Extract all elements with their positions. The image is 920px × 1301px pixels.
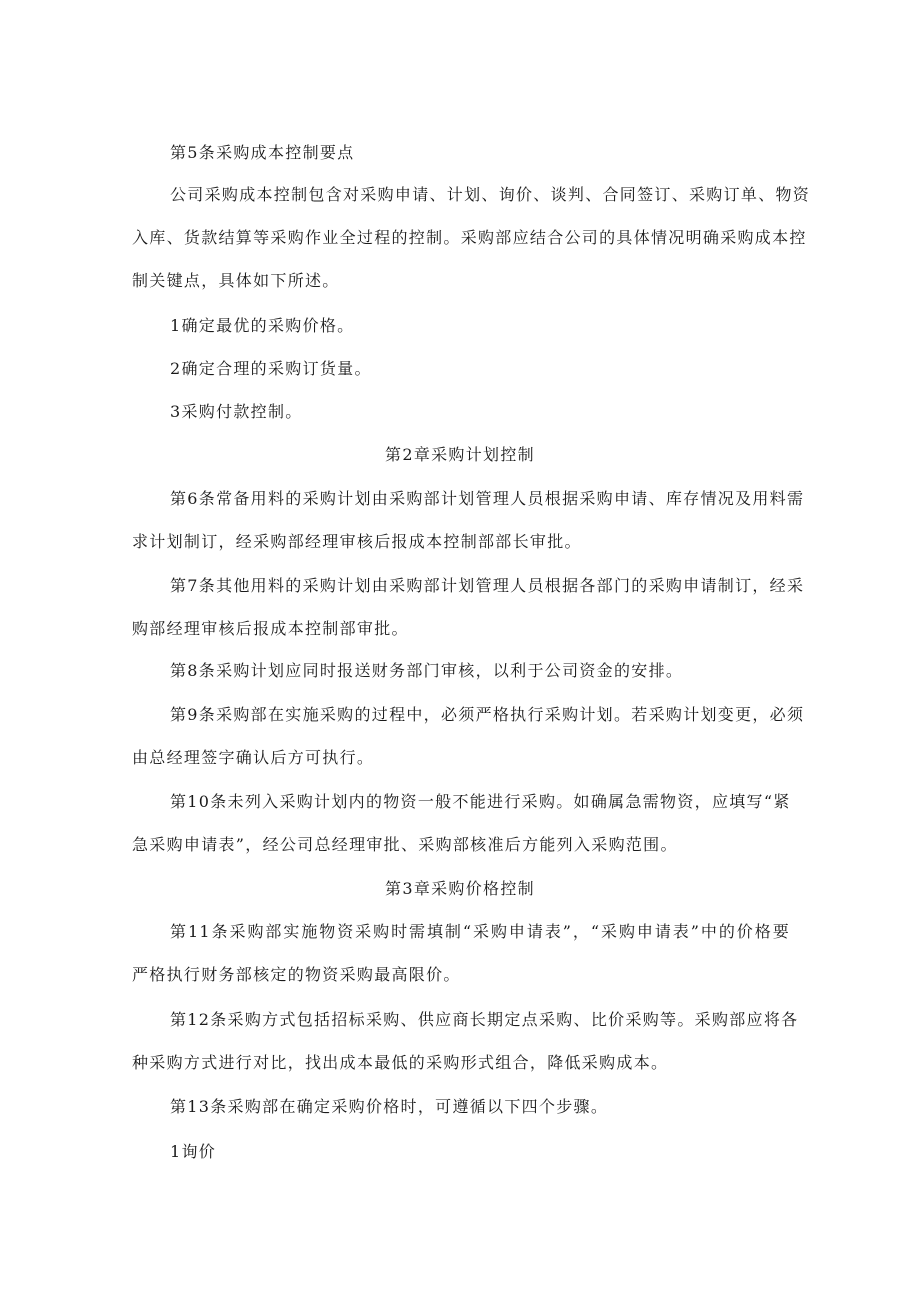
article-8-line-1: 第8条采购计划应同时报送财务部门审核，以利于公司资金的安排。: [170, 661, 684, 680]
article-11-line-2: 严格执行财务部核定的物资采购最高限价。: [132, 965, 461, 984]
article-5-item-1: 1确定最优的采购价格。: [170, 316, 355, 335]
article-9-line-1-text: 第9条采购部在实施采购的过程中，必须严格执行采购计划。若采购计划变更，必须: [170, 705, 805, 724]
article-5-item-3: 3采购付款控制。: [170, 402, 303, 421]
article-12-line-1-text: 第12条采购方式包括招标采购、供应商长期定点采购、比价采购等。采购部应将各: [170, 1010, 799, 1029]
article-10-line-1: [170, 792, 790, 812]
article-9-line-1: [170, 705, 805, 725]
article-6-line-1-text: 第6条常备用料的采购计划由采购部计划管理人员根据采购申请、库存情况及用料需: [170, 489, 805, 508]
article-10-line-1-text: 第10条未列入采购计划内的物资一般不能进行采购。如确属急需物资，应填写“紧: [170, 792, 791, 811]
article-10-line-2: 急采购申请表”，经公司总经理审批、采购部核准后方能列入采购范围。: [132, 835, 678, 854]
article-13-line-1: 第13条采购部在确定采购价格时，可遵循以下四个步骤。: [170, 1097, 609, 1116]
article-6-line-2: 求计划制订，经采购部经理审核后报成本控制部部长审批。: [132, 532, 582, 551]
article-5-paragraph-line-1-text: 公司采购成本控制包含对采购申请、计划、询价、谈判、合同签订、采购订单、物资: [170, 185, 811, 204]
article-5-title: 第5条采购成本控制要点: [170, 143, 355, 162]
article-7-line-1-text: 第7条其他用料的采购计划由采购部计划管理人员根据各部门的采购申请制订，经采: [170, 576, 805, 595]
step-1-label: 1询价: [170, 1142, 217, 1161]
article-12-line-1: [170, 1010, 799, 1030]
article-5-paragraph-line-2-text: 入库、货款结算等采购作业全过程的控制。采购部应结合公司的具体情况明确采购成本控: [132, 228, 807, 247]
article-5-paragraph-line-2: [132, 228, 807, 248]
article-5-paragraph-line-3: 制关键点，具体如下所述。: [132, 271, 340, 290]
article-11-line-1-text: 第11条采购部实施物资采购时需填制“采购申请表”，“采购申请表”中的价格要: [170, 922, 790, 941]
article-5-paragraph-line-1: [170, 185, 811, 205]
article-9-line-2: 由总经理签字确认后方可执行。: [132, 748, 375, 767]
chapter-3-heading: 第3章采购价格控制: [385, 879, 535, 898]
article-5-item-2: 2确定合理的采购订货量。: [170, 359, 372, 378]
article-7-line-2: 购部经理审核后报成本控制部审批。: [132, 619, 409, 638]
chapter-2-heading: 第2章采购计划控制: [385, 445, 535, 464]
article-6-line-1: [170, 489, 805, 509]
article-11-line-1: [170, 922, 790, 942]
article-12-line-2: 种采购方式进行对比，找出成本最低的采购形式组合，降低采购成本。: [132, 1053, 669, 1072]
article-7-line-1: [170, 576, 805, 596]
